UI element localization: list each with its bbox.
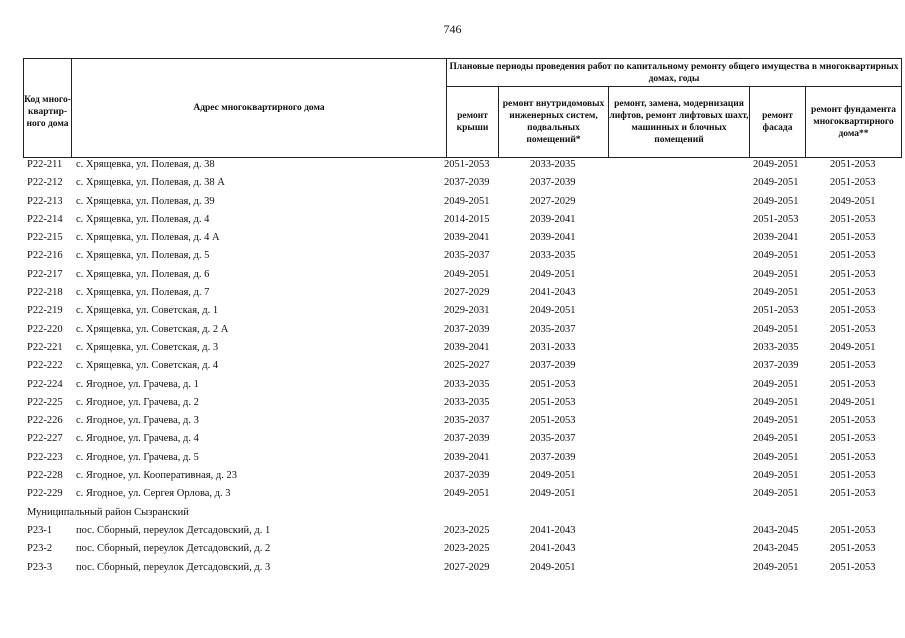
cell-code: Р22-217	[27, 268, 63, 280]
cell-roof: 2023-2025	[444, 543, 490, 555]
cell-code: Р22-229	[27, 488, 63, 500]
table-row	[0, 359, 905, 377]
cell-roof: 2037-2039	[444, 470, 490, 482]
cell-facade: 2037-2039	[753, 360, 799, 372]
cell-roof: 2025-2027	[444, 360, 490, 372]
cell-address: с. Хрящевка, ул. Полевая, д. 39	[76, 195, 215, 207]
cell-systems: 2051-2053	[530, 396, 576, 408]
cell-systems: 2051-2053	[530, 415, 576, 427]
table-row	[0, 432, 905, 450]
cell-roof: 2039-2041	[444, 341, 490, 353]
cell-systems: 2037-2039	[530, 177, 576, 189]
cell-code: Р23-3	[27, 561, 53, 573]
cell-roof: 2027-2029	[444, 287, 490, 299]
cell-foundation: 2049-2051	[830, 341, 876, 353]
cell-address: с. Ягодное, ул. Сергея Орлова, д. 3	[76, 488, 231, 500]
cell-code: Р22-220	[27, 323, 63, 335]
cell-foundation: 2051-2053	[830, 323, 876, 335]
cell-roof: 2037-2039	[444, 177, 490, 189]
cell-roof: 2023-2025	[444, 524, 490, 536]
cell-address: с. Хрящевка, ул. Полевая, д. 38	[76, 159, 215, 170]
cell-foundation: 2051-2053	[830, 159, 876, 170]
cell-foundation: 2051-2053	[830, 433, 876, 445]
cell-code: Р23-1	[27, 524, 53, 536]
cell-address: с. Ягодное, ул. Грачева, д. 2	[76, 396, 199, 408]
cell-facade: 2049-2051	[753, 195, 799, 207]
table-row	[0, 213, 905, 231]
cell-systems: 2035-2037	[530, 433, 576, 445]
cell-facade: 2033-2035	[753, 341, 799, 353]
section-row	[0, 506, 905, 524]
cell-roof: 2039-2041	[444, 451, 490, 463]
cell-code: Р22-227	[27, 433, 63, 445]
table-row	[0, 158, 905, 176]
table-row	[0, 469, 905, 487]
cell-address: пос. Сборный, переулок Детсадовский, д. 1	[76, 524, 271, 536]
table-row	[0, 304, 905, 322]
cell-foundation: 2051-2053	[830, 287, 876, 299]
cell-facade: 2051-2053	[753, 213, 799, 225]
cell-facade: 2049-2051	[753, 561, 799, 573]
cell-foundation: 2051-2053	[830, 268, 876, 280]
table-row	[0, 451, 905, 469]
cell-address: с. Хрящевка, ул. Полевая, д. 6	[76, 268, 210, 280]
cell-address: с. Хрящевка, ул. Советская, д. 4	[76, 360, 219, 372]
cell-roof: 2029-2031	[444, 305, 490, 317]
table-row	[0, 286, 905, 304]
table-row	[0, 268, 905, 286]
cell-code: Р22-226	[27, 415, 63, 427]
cell-address: с. Хрящевка, ул. Советская, д. 1	[76, 305, 219, 317]
table-row	[0, 323, 905, 341]
cell-facade: 2051-2053	[753, 305, 799, 317]
cell-code: Р22-222	[27, 360, 63, 372]
cell-code: Р22-212	[27, 177, 63, 189]
table-row	[0, 231, 905, 249]
cell-foundation: 2049-2051	[830, 396, 876, 408]
cell-code: Р22-211	[27, 159, 63, 170]
cell-systems: 2041-2043	[530, 287, 576, 299]
table-row	[0, 414, 905, 432]
cell-facade: 2039-2041	[753, 232, 799, 244]
cell-address: с. Хрящевка, ул. Полевая, д. 4 А	[76, 232, 220, 244]
cell-address: с. Хрящевка, ул. Полевая, д. 38 А	[76, 177, 225, 189]
cell-roof: 2049-2051	[444, 488, 490, 500]
cell-systems: 2049-2051	[530, 268, 576, 280]
table-row	[0, 195, 905, 213]
cell-facade: 2049-2051	[753, 268, 799, 280]
cell-facade: 2049-2051	[753, 323, 799, 335]
cell-facade: 2043-2045	[753, 543, 799, 555]
cell-foundation: 2051-2053	[830, 543, 876, 555]
cell-foundation: 2051-2053	[830, 250, 876, 262]
cell-systems: 2037-2039	[530, 451, 576, 463]
table-row	[0, 396, 905, 414]
cell-code: Р22-215	[27, 232, 63, 244]
table-body	[0, 158, 905, 579]
cell-facade: 2049-2051	[753, 250, 799, 262]
cell-facade: 2049-2051	[753, 177, 799, 189]
cell-systems: 2031-2033	[530, 341, 576, 353]
cell-roof: 2049-2051	[444, 268, 490, 280]
cell-systems: 2027-2029	[530, 195, 576, 207]
cell-foundation: 2049-2051	[830, 195, 876, 207]
cell-systems: 2049-2051	[530, 305, 576, 317]
cell-roof: 2035-2037	[444, 415, 490, 427]
cell-roof: 2033-2035	[444, 396, 490, 408]
cell-roof: 2051-2053	[444, 159, 490, 170]
table-row	[0, 249, 905, 267]
cell-systems: 2051-2053	[530, 378, 576, 390]
cell-foundation: 2051-2053	[830, 415, 876, 427]
cell-roof: 2037-2039	[444, 433, 490, 445]
cell-code: Р22-223	[27, 451, 63, 463]
cell-roof: 2037-2039	[444, 323, 490, 335]
cell-facade: 2049-2051	[753, 287, 799, 299]
cell-systems: 2041-2043	[530, 524, 576, 536]
cell-systems: 2041-2043	[530, 543, 576, 555]
cell-foundation: 2051-2053	[830, 561, 876, 573]
cell-code: Р22-219	[27, 305, 63, 317]
cell-address: с. Хрящевка, ул. Полевая, д. 7	[76, 287, 210, 299]
cell-roof: 2039-2041	[444, 232, 490, 244]
cell-address: с. Хрящевка, ул. Полевая, д. 4	[76, 213, 210, 225]
cell-facade: 2049-2051	[753, 488, 799, 500]
cell-facade: 2049-2051	[753, 470, 799, 482]
cell-address: с. Ягодное, ул. Грачева, д. 1	[76, 378, 199, 390]
cell-code: Р22-214	[27, 213, 63, 225]
table-row	[0, 487, 905, 505]
cell-facade: 2049-2051	[753, 415, 799, 427]
header-foundation: ремонт фундамента многоквартирного дома**	[811, 105, 896, 139]
header-lift: ремонт, замена, модернизация лифтов, ремонт лифтовых шахт, машинных и блочных помещений	[609, 99, 749, 145]
table-row	[0, 341, 905, 359]
cell-code: Р23-2	[27, 543, 53, 555]
header-roof: ремонт крыши	[456, 111, 489, 133]
cell-facade: 2043-2045	[753, 524, 799, 536]
cell-foundation: 2051-2053	[830, 524, 876, 536]
cell-roof: 2033-2035	[444, 378, 490, 390]
cell-code: Р22-221	[27, 341, 63, 353]
cell-roof: 2014-2015	[444, 213, 490, 225]
cell-roof: 2035-2037	[444, 250, 490, 262]
cell-foundation: 2051-2053	[830, 232, 876, 244]
cell-systems: 2033-2035	[530, 159, 576, 170]
page-number: 746	[443, 22, 462, 36]
cell-code: Р22-216	[27, 250, 63, 262]
cell-foundation: 2051-2053	[830, 470, 876, 482]
header-periods-group: Плановые периоды проведения работ по капитальному ремонту общего имущества в многоквартирных домах, годы	[449, 61, 899, 84]
cell-address: пос. Сборный, переулок Детсадовский, д. 2	[76, 543, 271, 555]
cell-facade: 2049-2051	[753, 378, 799, 390]
cell-foundation: 2051-2053	[830, 177, 876, 189]
cell-address: с. Хрящевка, ул. Полевая, д. 5	[76, 250, 210, 262]
cell-foundation: 2051-2053	[830, 305, 876, 317]
table-header	[23, 58, 902, 158]
table-row	[0, 542, 905, 560]
cell-roof: 2027-2029	[444, 561, 490, 573]
cell-systems: 2049-2051	[530, 488, 576, 500]
cell-foundation: 2051-2053	[830, 213, 876, 225]
cell-address: с. Хрящевка, ул. Советская, д. 3	[76, 341, 219, 353]
cell-address: с. Хрящевка, ул. Советская, д. 2 А	[76, 323, 229, 335]
cell-systems: 2035-2037	[530, 323, 576, 335]
cell-address: с. Ягодное, ул. Кооперативная, д. 23	[76, 470, 237, 482]
cell-code: Р22-228	[27, 470, 63, 482]
cell-foundation: 2051-2053	[830, 451, 876, 463]
cell-code: Р22-213	[27, 195, 63, 207]
cell-systems: 2049-2051	[530, 561, 576, 573]
cell-code: Р22-218	[27, 287, 63, 299]
cell-foundation: 2051-2053	[830, 360, 876, 372]
cell-facade: 2049-2051	[753, 451, 799, 463]
cell-address: пос. Сборный, переулок Детсадовский, д. 3	[76, 561, 271, 573]
cell-facade: 2049-2051	[753, 433, 799, 445]
cell-systems: 2033-2035	[530, 250, 576, 262]
header-address: Адрес многоквартирного дома	[193, 103, 325, 113]
table-row	[0, 176, 905, 194]
header-systems: ремонт внутридомовых инженерных систем, подвальных помещений*	[502, 99, 605, 145]
cell-facade: 2049-2051	[753, 396, 799, 408]
cell-address: с. Ягодное, ул. Грачева, д. 3	[76, 415, 199, 427]
cell-address: с. Ягодное, ул. Грачева, д. 4	[76, 433, 199, 445]
table-row	[0, 561, 905, 579]
cell-code: Р22-224	[27, 378, 63, 390]
section-title: Муниципальный район Сызранский	[27, 506, 189, 518]
cell-roof: 2049-2051	[444, 195, 490, 207]
cell-facade: 2049-2051	[753, 159, 799, 170]
cell-systems: 2049-2051	[530, 470, 576, 482]
header-code: Код много-квартир-ного дома	[24, 95, 71, 129]
table-row	[0, 524, 905, 542]
cell-systems: 2037-2039	[530, 360, 576, 372]
table-row	[0, 378, 905, 396]
header-facade: ремонт фасада	[762, 111, 793, 133]
cell-address: с. Ягодное, ул. Грачева, д. 5	[76, 451, 199, 463]
cell-systems: 2039-2041	[530, 213, 576, 225]
cell-code: Р22-225	[27, 396, 63, 408]
cell-foundation: 2051-2053	[830, 488, 876, 500]
cell-systems: 2039-2041	[530, 232, 576, 244]
cell-foundation: 2051-2053	[830, 378, 876, 390]
